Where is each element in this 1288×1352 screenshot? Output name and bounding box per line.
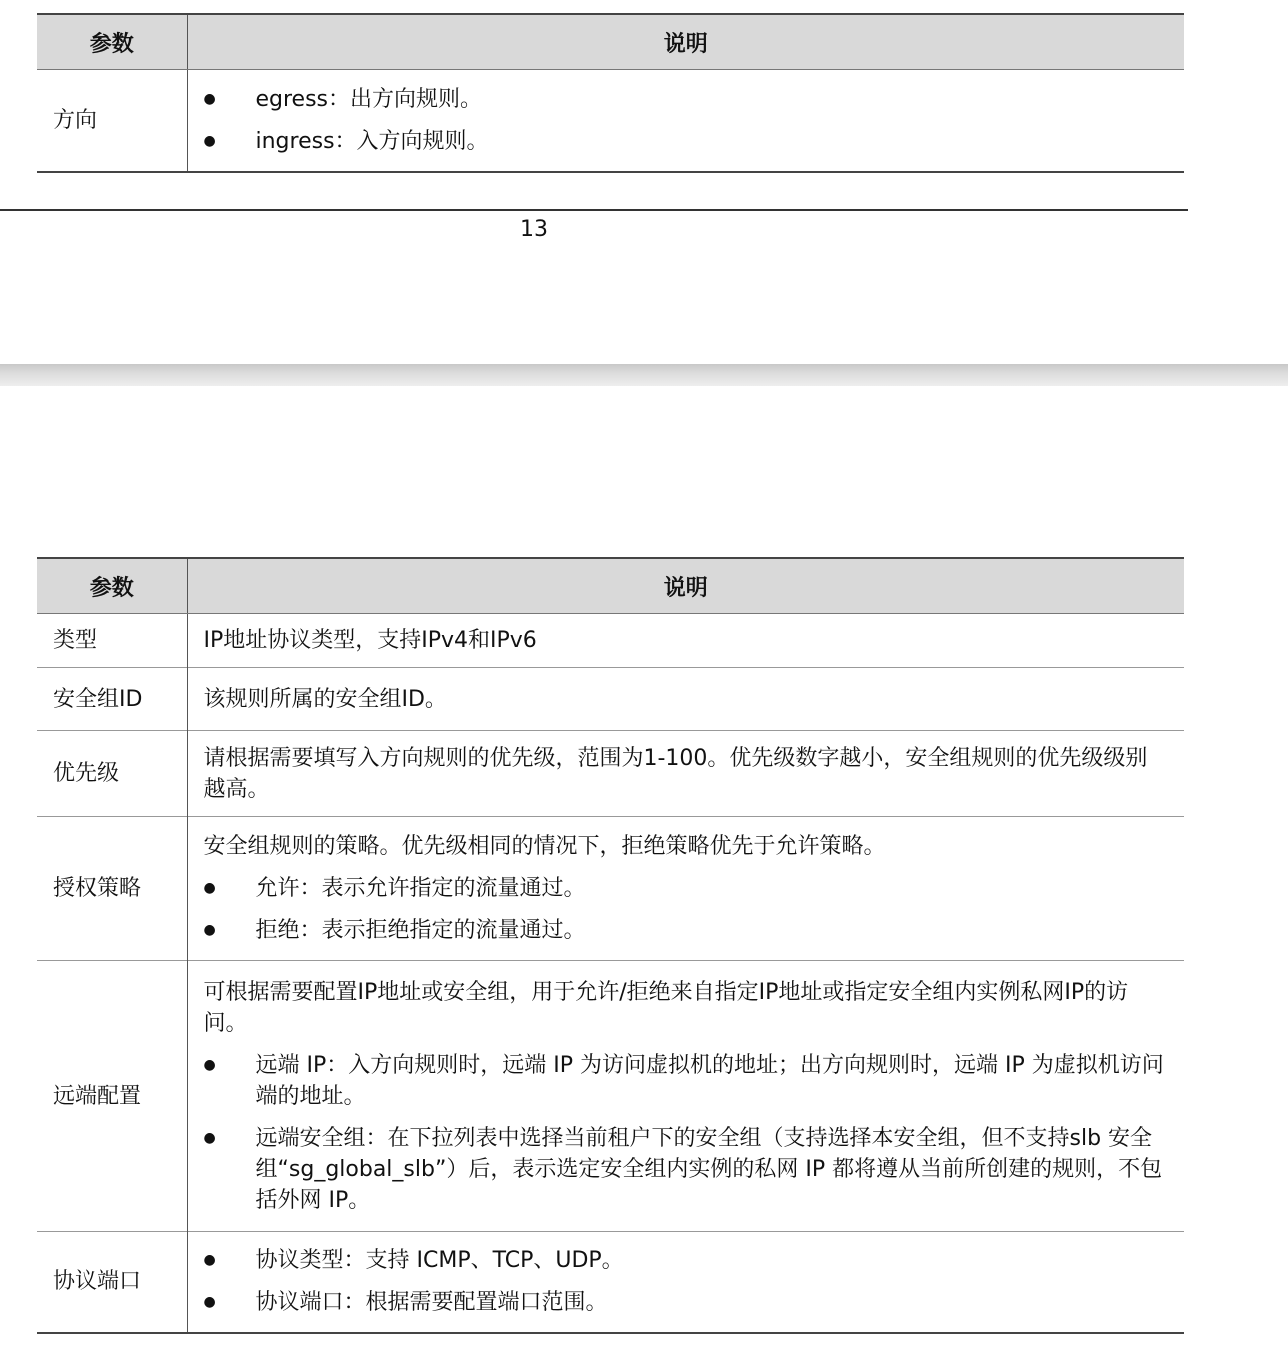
desc-cell: [187, 1232, 1184, 1333]
bullet-item: ● 允许：表示允许指定的流量通过。: [204, 873, 1165, 904]
param-cell: 授权策略: [37, 817, 187, 961]
header-desc: 说明: [187, 558, 1184, 614]
param-cell: 类型: [37, 614, 187, 668]
page-footer-rule: [0, 209, 1188, 211]
param-cell: 优先级: [37, 731, 187, 817]
table-header-row: [37, 14, 1184, 70]
bullet-item: ● 拒绝：表示拒绝指定的流量通过。: [204, 915, 1165, 946]
header-param: 参数: [37, 558, 187, 614]
table-row: [37, 614, 1184, 668]
desc-cell: IP地址协议类型，支持IPv4和IPv6: [187, 614, 1184, 668]
parameter-table-1: [37, 13, 1184, 173]
desc-cell: [187, 961, 1184, 1232]
bullet-item: ● 协议端口：根据需要配置端口范围。: [204, 1287, 1165, 1318]
desc-cell: [187, 70, 1184, 172]
desc-cell: 该规则所属的安全组ID。: [187, 668, 1184, 731]
bullet-item: ● 远端安全组：在下拉列表中选择当前租户下的安全组（支持选择本安全组，但不支持slb 安全组“sg_global_slb”）后，表示选定安全组内实例的私网 IP 都将遵从当前所创建的规则，不包括外网 IP。: [204, 1123, 1165, 1216]
table-row: [37, 731, 1184, 817]
bullet-item: ● ingress：入方向规则。: [204, 126, 1165, 157]
bullet-item: ● 协议类型：支持 ICMP、TCP、UDP。: [204, 1245, 1165, 1276]
param-cell: 远端配置: [37, 961, 187, 1232]
desc-paragraph: 可根据需要配置IP地址或安全组，用于允许/拒绝来自指定IP地址或指定安全组内实例私网IP的访问。: [203, 979, 1129, 1036]
param-cell: 协议端口: [37, 1232, 187, 1333]
table-row: [37, 668, 1184, 731]
page-number: 13: [520, 217, 548, 242]
header-desc: 说明: [187, 14, 1184, 70]
desc-cell: 请根据需要填写入方向规则的优先级，范围为1-100。优先级数字越小，安全组规则的优先级级别越高。: [187, 731, 1184, 817]
bullet-item: ● egress：出方向规则。: [204, 84, 1165, 115]
page-separator: [0, 364, 1288, 386]
param-cell: 方向: [37, 70, 187, 172]
table-header-row: [37, 558, 1184, 614]
param-cell: 安全组ID: [37, 668, 187, 731]
table-row: [37, 1232, 1184, 1333]
table-row: [37, 70, 1184, 172]
table-row: [37, 817, 1184, 961]
parameter-table-2: [37, 557, 1184, 1334]
table-row: [37, 961, 1184, 1232]
desc-paragraph: 安全组规则的策略。优先级相同的情况下，拒绝策略优先于允许策略。: [203, 834, 886, 859]
header-param: 参数: [37, 14, 187, 70]
desc-cell: [187, 817, 1184, 961]
bullet-item: ● 远端 IP：入方向规则时，远端 IP 为访问虚拟机的地址；出方向规则时，远端 IP 为虚拟机访问端的地址。: [204, 1050, 1165, 1112]
